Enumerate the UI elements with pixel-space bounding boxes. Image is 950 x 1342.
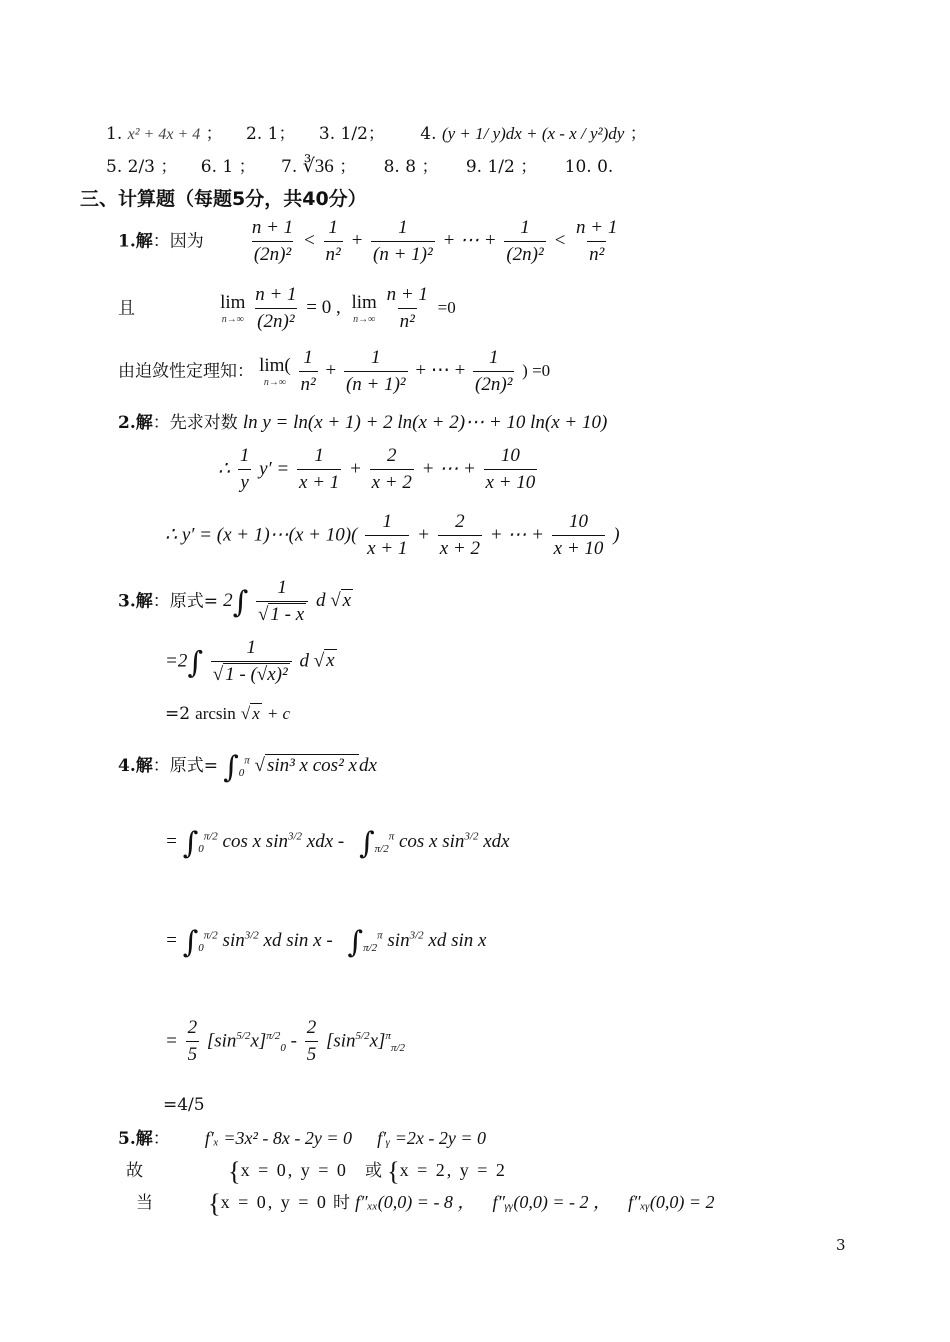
problem-1-line-2	[118, 285, 456, 333]
therefore-symbol-2: ∴	[165, 524, 178, 546]
problem-5-label: 5.解	[118, 1129, 153, 1149]
section-title: 三、计算题（每题5分，共40分）	[80, 188, 367, 210]
answer-7-number: 7.	[281, 157, 298, 177]
problem-4-colon: ：	[152, 756, 170, 776]
problem-5-line-2	[126, 1156, 507, 1187]
answers-row-1	[106, 119, 647, 144]
limit-2: lim n→∞ $\frac{n + 1}{\text{n²}}$ =0	[351, 284, 456, 332]
and-label: 且	[118, 298, 135, 319]
answer-1-expr: x² + 4x + 4	[127, 126, 201, 143]
answers-row-2	[106, 152, 613, 178]
problem-4-line-1	[118, 750, 377, 785]
page-number: 3	[836, 1236, 846, 1254]
problem-3-expr-1: 2∫ $\frac{1}{√ 1 - x}$ d √ x	[223, 577, 352, 625]
answer-4-number: 4.	[420, 124, 437, 144]
answer-1-number: 1.	[106, 124, 123, 144]
hence-label: 故	[126, 1161, 143, 1181]
problem-4-intro: 原式=	[169, 756, 218, 776]
therefore-symbol-1: ∴	[218, 458, 231, 480]
answer-9: 9. 1/2 ；	[465, 157, 538, 177]
limit-3: lim( n→∞ $\frac{1}{\text{n²}}$ + $\frac{1}{\text{(n + 1)²}}$ + ⋯ + $\frac{1}{\text{(2n)²}}$ ) =0	[259, 347, 551, 395]
problem-4-line-2: = $\int_0^{\pi/2}$ cos x $\sin^{3/2}$ xdx - $\int_{\pi/2}^\pi$ cos x $\sin^{3/2}$ xdx	[165, 826, 510, 861]
problem-3-line-1	[118, 578, 353, 626]
answer-8: 8. 8 ；	[383, 157, 439, 177]
problem-2-intro: 先求对数	[169, 413, 238, 433]
problem-1-label: 1.解	[118, 231, 153, 252]
answer-4-expr: (y + 1/ y)dx + (x - x / y²)dy	[441, 124, 625, 143]
problem-5-line-3	[136, 1188, 714, 1219]
second-partial-fyy: f″ᵧᵧ(0,0) = - 2 ，	[492, 1192, 611, 1212]
answer-6: 6. 1 ；	[200, 157, 256, 177]
problem-2-line-2: ∴ $\frac{1}{y}$ y′ = $\frac{1}{x + 1}$ + $\frac{2}{x + 2}$ + ⋯ + $\frac{10}{x + 10}$	[218, 445, 536, 493]
answer-7-expr: ∛36	[302, 156, 334, 177]
problem-2-label: 2.解	[118, 413, 153, 433]
problem-3-colon: ：	[152, 591, 170, 612]
problem-4-result: =4/5	[163, 1095, 205, 1115]
answer-10: 10. 0.	[564, 157, 614, 177]
answer-4-end: ；	[629, 124, 647, 144]
problem-1-because: 因为	[169, 231, 204, 252]
answer-7-end: ；	[339, 157, 357, 177]
squeeze-label: 由迫敛性定理知：	[118, 361, 254, 382]
problem-1-line-3	[118, 348, 550, 396]
time-label: 时	[332, 1193, 350, 1213]
answer-2: 2. 1；	[246, 124, 296, 144]
answer-1-end: ；	[205, 124, 223, 144]
problem-1-inequality: $\frac{n + 1}{\text{(2n)²}}$ < $\frac{1}{\text{n²}}$ + $\frac{1}{\text{(n + 1)²}}$ + ⋯ + $\frac{1}{\text{(2n)²}}$ < $\frac{n + 1}{\text{n²}}$	[251, 217, 618, 265]
problem-2-colon: ：	[152, 413, 170, 433]
problem-2-line-3: ∴ y′ = (x + 1)⋯(x + 10)( $\frac{1}{x + 1}$ + $\frac{2}{x + 2}$ + ⋯ + $\frac{10}{x + 10}$ )	[165, 511, 620, 559]
problem-5-colon: ：	[152, 1129, 170, 1149]
second-partial-fxy: f″ₓᵧ(0,0) = 2	[628, 1192, 715, 1212]
log-equation: ln y = ln(x + 1) + 2 ln(x + 2)⋯ + 10 ln(x + 10)	[242, 412, 608, 433]
when-label: 当	[136, 1193, 153, 1213]
problem-3-line-3: =2 arcsin √ x + c	[165, 704, 291, 724]
system-3: {x = 0, y = 0	[208, 1189, 328, 1218]
problem-5-line-1	[118, 1124, 486, 1149]
problem-2-line-1	[118, 408, 607, 434]
partial-fy: f′ᵧ =2x - 2y = 0	[377, 1128, 486, 1148]
problem-3-line-2: =2∫ $\frac{1}{\text{√ 1 - (√x)²}}$ d √ x	[165, 637, 335, 685]
system-2: {x = 2, y = 2	[387, 1157, 507, 1186]
second-partial-fxx: f″ₓₓ(0,0) = - 8 ，	[355, 1192, 476, 1212]
problem-3-intro: 原式=	[169, 591, 218, 612]
problem-4-line-3: = $\int_0^{\pi/2}$ $\sin^{3/2}$ xd sin x - $\int_{\pi/2}^\pi$ $\sin^{3/2}$ xd sin x	[165, 925, 487, 960]
partial-fx: f′ₓ =3x² - 8x - 2y = 0	[204, 1128, 353, 1148]
system-1: {x = 0, y = 0	[228, 1157, 348, 1186]
problem-4-line-4: = $\frac{2}{5}$ $[\sin^{5/2}x]^{\pi/2}_0$ - $\frac{2}{5}$ $[\sin^{5/2}x]^\pi_{\pi/2}$	[165, 1017, 406, 1065]
problem-4-expr-1: $\int_0^\pi$ √ sin³ x cos² x dx	[223, 750, 377, 785]
limit-1: lim n→∞ $\frac{n + 1}{\text{(2n)²}}$ = 0 ,	[220, 284, 341, 332]
problem-1-colon: ：	[152, 231, 170, 252]
answer-3: 3. 1/2；	[318, 124, 385, 144]
problem-3-label: 3.解	[118, 591, 153, 612]
problem-1-line-1	[118, 218, 622, 266]
or-label: 或	[364, 1161, 382, 1181]
answer-5: 5. 2/3 ；	[106, 157, 178, 177]
problem-4-label: 4.解	[118, 756, 153, 776]
